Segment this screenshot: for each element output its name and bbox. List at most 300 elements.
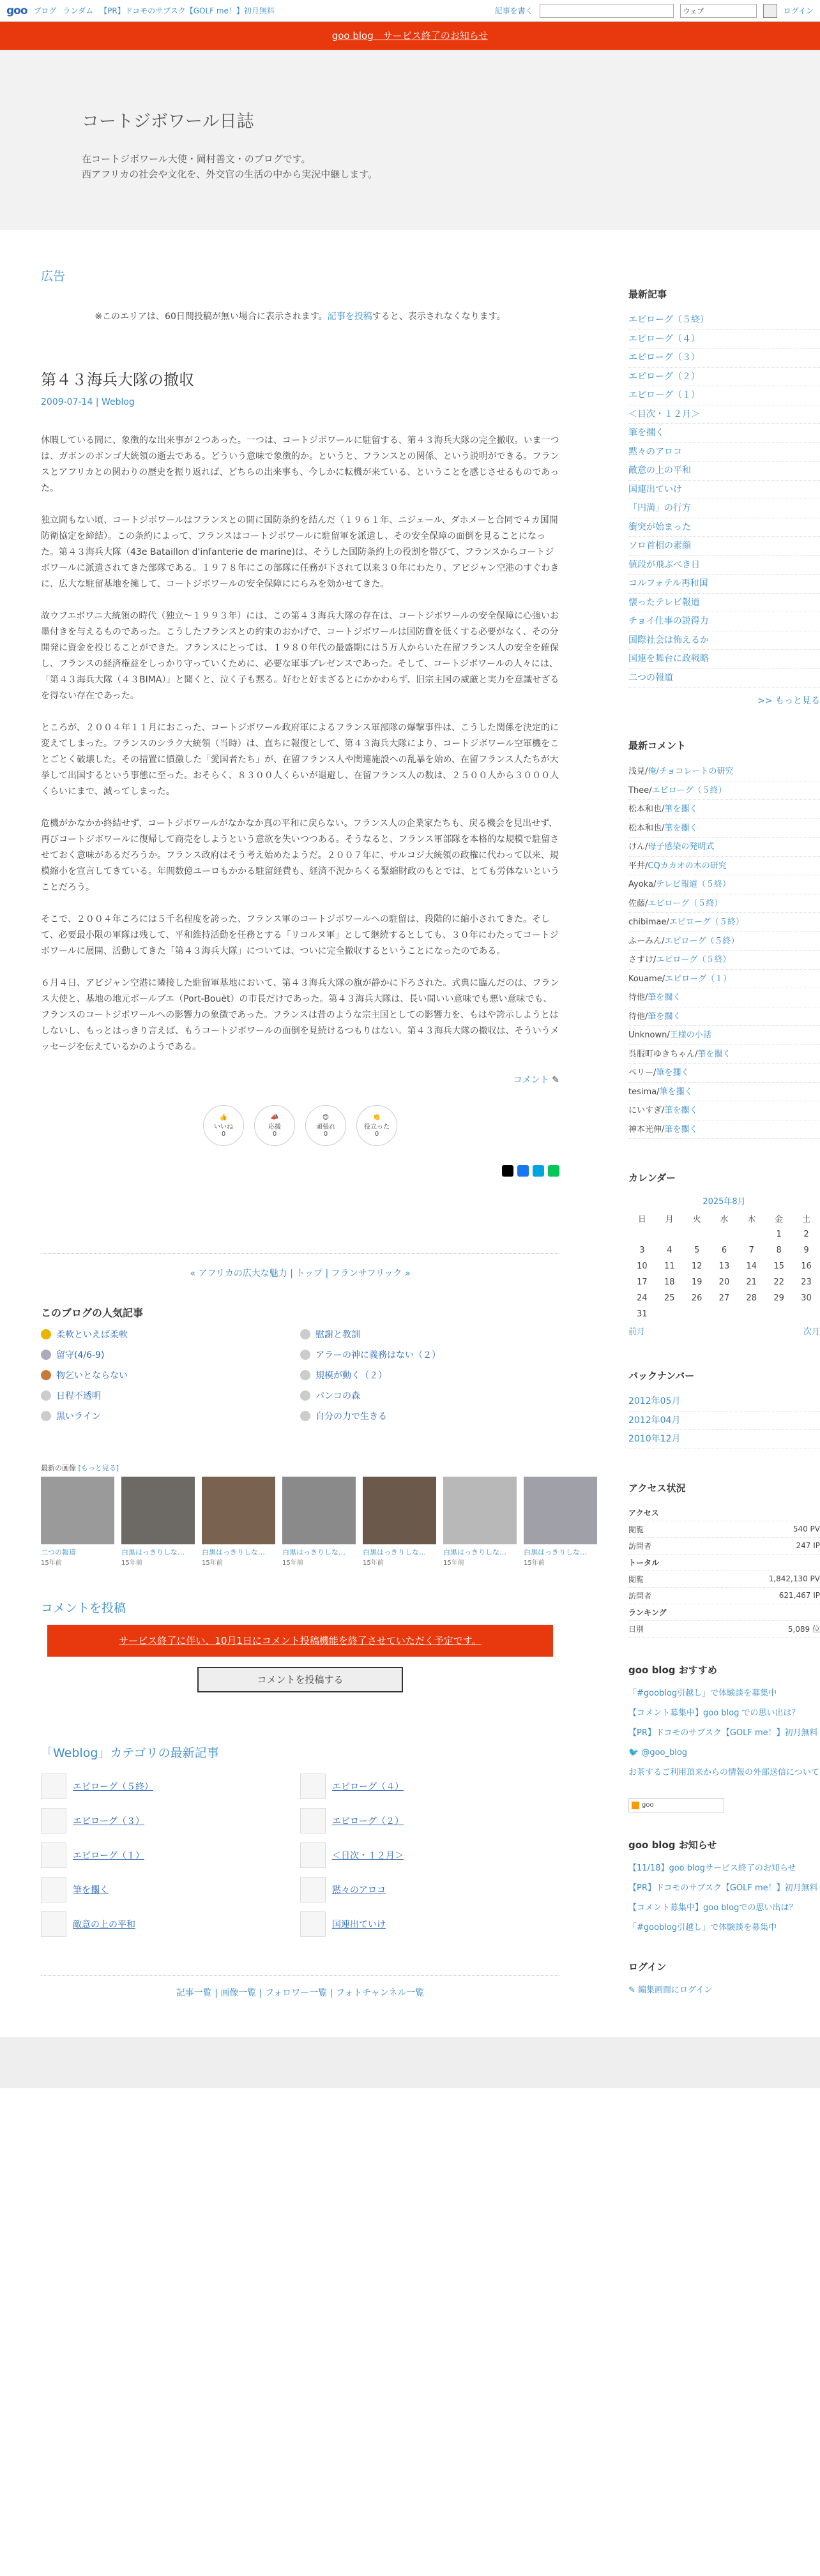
image-thumb[interactable] [443,1477,517,1567]
comment-sep: / [662,974,665,984]
recent-article-item[interactable]: 国際社会は怖えるか [628,631,820,651]
calendar-day[interactable]: 17 [637,1277,648,1287]
comment-user[interactable]: Ayoka [628,880,653,889]
category-item-link[interactable]: 敵意の上の平和 [73,1920,135,1930]
goo-logo[interactable]: goo [6,4,27,17]
entry-paragraph: 故ウフエボワニ大統領の時代（独立〜１９９３年）には、この第４３海兵大隊の存在は、コートジボワールの安全保障に心強いお墨付きを与えるものであった。こうしたフランスとの約束のおかげで、コートジボワールは国防費を低くする必要がなく、その分開発に資金を投じることができた。フランスにとっては、１９８０年代の最盛期には５万人からいた在留フランス人の安全を確保し、フランスの経済権益をしっかり守っていくために、必要な軍事プレゼンスであった。そして、コートジボワールの人々には、「第４３海兵大隊（４３BIMA）」と聞くと、泣く子も黙る。好むと好まざるとにかかわらず、旧宗主国の威厳と実力を意識せざるを得ない存在であった。 [41,611,559,701]
search-scope-select[interactable]: ウェブ [680,4,757,18]
rss-logo-text: goo [642,1802,654,1809]
entry-category[interactable]: Weblog [102,397,135,407]
calendar-day[interactable]: 10 [637,1262,648,1271]
feedback-link[interactable]: お茶するご利用頂来からの情報の外部送信について [628,1767,819,1777]
news-title: goo blog お知らせ [628,1839,717,1851]
ad-title: 広告 [41,269,66,283]
popular-item[interactable] [300,1408,559,1424]
edit-login-link[interactable] [628,1984,820,1997]
category-item[interactable] [41,1808,300,1834]
comment-user[interactable]: 神本光伸 [628,1124,662,1134]
comment-post-title: コメントを投稿 [41,1601,126,1615]
recent-article-item[interactable]: 懐ったテレビ報道 [628,594,820,613]
comment-article[interactable]: 母子感染の発明式 [648,842,715,852]
rank-icon [300,1411,310,1421]
popular-item[interactable] [41,1387,300,1404]
popular-item-label[interactable]: アラーの神に義務はない（２） [315,1350,441,1360]
recent-articles-title: 最新記事 [628,289,667,300]
recent-article-item[interactable]: エピローグ（３） [628,349,820,368]
blog-desc-line2: 西アフリカの社会や文化を、外交官の生活の中から実況中継します。 [82,169,378,180]
calendar-week [628,1258,820,1274]
popular-item-label[interactable]: 物乞いとならない [56,1371,128,1381]
recent-article-item[interactable]: ソロ首相の素顔 [628,537,820,556]
comment-user[interactable]: Kouame [628,974,662,984]
x-share-icon[interactable] [502,1165,513,1177]
pencil-icon [41,1774,66,1799]
comment-user[interactable]: ふーみん [628,936,662,946]
access-key: 訪問者 [628,1541,652,1551]
next-entry-link[interactable]: フランサフリック » [331,1269,411,1279]
recent-article-item[interactable]: エピローグ（４） [628,330,820,349]
comment-link-text[interactable]: コメント [513,1075,549,1085]
recent-article-item[interactable]: 衝突が始まった [628,518,820,538]
calendar-day[interactable]: 2 [803,1230,809,1239]
comment-article[interactable]: エピローグ（５終） [669,917,744,927]
popular-item-label[interactable]: 黒いライン [56,1412,101,1422]
category-item-link[interactable]: 黙々のアロコ [332,1885,386,1895]
popular-item-label[interactable]: 規模が動く（２） [315,1371,387,1381]
comment-item[interactable] [628,1120,820,1140]
image-thumb[interactable] [121,1477,195,1567]
comment-article[interactable]: エピローグ（５終） [648,898,723,908]
recent-article-item[interactable]: エピローグ（１） [628,386,820,405]
calendar-day[interactable]: 16 [801,1262,812,1271]
comment-item[interactable] [628,762,820,781]
comment-article[interactable]: エピローグ（１） [665,974,732,984]
calendar-day[interactable]: 19 [691,1277,702,1287]
calendar-day[interactable]: 24 [637,1293,648,1303]
edit-login-label[interactable]: 編集画面にログイン [638,1985,713,1995]
comment-sep: / [653,955,657,965]
calendar-day[interactable]: 26 [691,1293,702,1303]
footer [0,2037,820,2088]
thumb-caption[interactable]: 白黒はっきりしな… [363,1548,426,1556]
calendar-day[interactable]: 27 [718,1293,730,1303]
hatena-share-icon[interactable] [533,1165,544,1177]
recent-article-item[interactable]: 国連を舞台に政戦略 [628,650,820,669]
comment-article[interactable]: エピローグ（５終） [651,785,727,795]
entry-pager: « アフリカの広大な魅力 | トップ | フランサフリック » [190,1269,411,1279]
recent-article-item[interactable]: コルフォテル再和国 [628,575,820,594]
twitter-link[interactable] [628,1746,820,1759]
comment-item[interactable] [628,951,820,970]
calendar-day[interactable]: 28 [746,1293,757,1303]
category-item[interactable] [41,1774,300,1799]
ad-note-text: ※このエリアは、60日間投稿が無い場合に表示されます。 [95,312,328,322]
comment-article[interactable]: エピローグ（５終） [664,936,740,946]
comment-article[interactable]: 筆を擱く [664,1106,698,1115]
comment-article[interactable]: 筆を擱く [664,823,698,833]
pencil-icon [300,1774,326,1799]
category-item[interactable] [300,1774,559,1799]
category-item-link[interactable]: 国連出ていけ [332,1920,386,1930]
post-comment-button[interactable]: コメントを投稿する [197,1667,403,1692]
comment-article[interactable]: 筆を擱く [648,993,681,1002]
category-item[interactable] [300,1842,559,1868]
thumb-caption[interactable]: 白黒はっきりしな… [282,1548,345,1556]
recent-article-item[interactable]: 敵意の上の平和 [628,462,820,481]
entry-paragraph: ところが、２００４年１１月におこった、コートジボワール政府軍によるフランス軍部隊の爆撃事件は、こうした関係を決定的に変えてしまった。フランスのシラク大統領（当時）は、直ちに報復として、第４３海兵大隊により、コートジボワール空軍機をことごとく破壊した。その措置に憤激した「愛国者たち」が、在留フランス人や関連施設への乱暴を始め、在留フランス人たちが大挙して出国するという事態に至った。おそらく、８３００人くらいが退避し、在留フランス人の数は、２５００人から３０００人くらいにまで、減ってしまった。 [41,723,559,797]
comment-user[interactable]: さすけ [628,955,654,965]
write-article-link[interactable]: 記事を書く [494,6,533,15]
comment-sep: / [662,804,665,814]
news-item[interactable]: 【PR】ドコモのサブスク【GOLF me！】初月無料 [628,1883,818,1893]
comment-user[interactable]: Thee [628,785,649,795]
sidebar [559,230,820,2024]
calendar-next-link[interactable]: 次月 [803,1327,820,1337]
thumbnail-image[interactable] [202,1477,275,1544]
recent-article-item[interactable]: 値段が飛ぶべき日 [628,556,820,575]
recent-more-link[interactable]: >> もっと見る [757,696,820,706]
access-key: 閲覧 [628,1574,644,1584]
popular-item[interactable] [41,1326,300,1343]
calendar-weekday: 火 [692,1215,701,1224]
category-item[interactable] [41,1911,300,1937]
popular-item[interactable] [300,1367,559,1383]
calendar-weekday: 木 [747,1215,756,1224]
comment-user[interactable]: tesima [628,1087,657,1097]
recent-article-item[interactable]: エピローグ（２） [628,368,820,387]
latest-images-title: 最新の画像 [41,1464,76,1472]
popular-item[interactable] [41,1367,300,1383]
backnumber-item[interactable]: 2012年05月 [628,1392,820,1412]
comment-item[interactable] [628,857,820,876]
images-more-link[interactable]: [もっと見る] [78,1464,119,1472]
backnumber-item[interactable]: 2010年12月 [628,1430,820,1449]
comment-sep: / [645,1011,648,1021]
ad-note-text-end: すると、表示されなくなります。 [372,312,506,322]
category-item[interactable] [300,1877,559,1902]
comment-item[interactable] [628,932,820,951]
image-thumb[interactable] [202,1477,275,1567]
pencil-icon [300,1877,326,1902]
recent-article-item[interactable]: チョイ仕事の説得力 [628,612,820,631]
category-item[interactable] [300,1911,559,1937]
comment-user[interactable]: 待他 [628,1011,646,1021]
comment-sep: / [662,936,665,946]
calendar-day[interactable]: 1 [776,1230,782,1239]
calendar-title: カレンダー [628,1172,676,1184]
comment-article[interactable]: 筆を擱く [656,1068,690,1078]
top-link[interactable]: トップ [296,1269,323,1279]
calendar-day[interactable]: 22 [773,1277,784,1287]
calendar-day[interactable]: 13 [718,1262,730,1271]
calendar-day[interactable]: 30 [801,1293,812,1303]
thumb-caption[interactable]: 白黒はっきりしな… [524,1548,587,1556]
calendar-day[interactable]: 29 [773,1293,784,1303]
popular-item-label[interactable]: 自分の力で生きる [315,1412,387,1422]
login-title: ログイン [628,1961,667,1973]
osusume-item[interactable]: 【PR】ドコモのサブスク【GOLF me！】初月無料 [628,1728,818,1738]
calendar-day[interactable]: 9 [803,1246,809,1255]
comment-item[interactable] [628,1045,820,1064]
thumb-age: 15年前 [282,1560,303,1567]
comment-sep: / [695,1049,698,1059]
thumb-age: 15年前 [363,1560,384,1567]
twitter-icon: 🐦 [628,1747,642,1758]
popular-item-label[interactable]: パンコの森 [315,1391,360,1401]
calendar-day [765,1306,793,1322]
comment-item[interactable] [628,875,820,894]
news-list [628,1862,820,1934]
thumbnail-image[interactable] [443,1477,517,1544]
comment-article[interactable]: CQカカオの木の研究 [648,861,727,871]
calendar-day[interactable]: 25 [664,1293,675,1303]
comment-user[interactable]: chibimae [628,917,667,927]
image-thumb[interactable] [41,1477,114,1567]
comment-end-notice[interactable]: サービス終了に伴い、10月1日にコメント投稿機能を終了させていただく予定です。 [47,1625,553,1657]
calendar-nav [628,1325,820,1337]
popular-item-label[interactable]: 日程不透明 [56,1391,101,1401]
comment-article[interactable]: 筆を擱く [648,1011,681,1021]
access-heading: トータル [628,1555,820,1571]
rank-icon [300,1370,310,1380]
service-end-notice[interactable]: goo blog サービス終了のお知らせ [0,22,820,50]
access-row [628,1521,820,1538]
comment-user[interactable]: Unknown [628,1030,667,1040]
comment-user[interactable]: 呉服町ゆきちゃん [628,1049,695,1059]
access-row [628,1588,820,1604]
comment-user[interactable]: ペリー [628,1068,654,1078]
calendar-day [711,1306,738,1322]
category-item-link[interactable]: エピローグ（２） [332,1816,404,1827]
blog-desc-line1: 在コートジボワール大使・岡村善文・のブログです。 [82,153,311,165]
reaction-useful-button[interactable] [356,1105,397,1146]
recent-articles [628,311,820,688]
search-input[interactable] [540,4,674,18]
comment-item[interactable] [628,800,820,819]
reaction-cheer-button[interactable] [254,1105,295,1146]
backnumber-item[interactable]: 2012年04月 [628,1412,820,1431]
thumb-caption[interactable]: 白黒はっきりしな… [443,1548,506,1556]
rank-icon [300,1329,310,1339]
comment-sep: / [657,1087,660,1097]
calendar-day[interactable]: 23 [801,1277,812,1287]
image-thumb[interactable] [363,1477,436,1567]
comment-user[interactable]: 松本和也 [628,804,662,814]
osusume-item[interactable]: 「#gooblog引越し」で体験談を募集中 [628,1688,777,1698]
comment-article[interactable]: 筆を擱く [697,1049,731,1059]
reaction-ganbare-button[interactable] [305,1105,346,1146]
comment-article[interactable]: 筆を擱く [664,1124,698,1134]
access-key: 日別 [628,1624,644,1634]
recent-article-item[interactable]: 二つの報道 [628,669,820,688]
thumbnail-image[interactable] [121,1477,195,1544]
latest-images-header [41,1463,559,1473]
comment-sep: / [645,993,648,1002]
recent-article-item[interactable]: 「円満」の行方 [628,499,820,518]
news-item[interactable]: 【11/18】goo blogサービス終了のお知らせ [628,1863,796,1873]
line-share-icon[interactable] [548,1165,559,1177]
backnumber-title: バックナンバー [628,1370,695,1382]
twitter-handle[interactable]: @goo_blog [641,1747,688,1758]
comment-user[interactable]: 平井 [628,861,646,871]
category-item-link[interactable]: エピローグ（３） [73,1816,144,1827]
category-item[interactable] [41,1842,300,1868]
calendar-day[interactable]: 7 [748,1246,754,1255]
category-item-link[interactable]: 筆を擱く [73,1885,109,1895]
bottom-links[interactable]: 記事一覧 | 画像一覧 | フォロワー一覧 | フォトチャンネル一覧 [41,1975,559,2024]
comment-article[interactable]: 筆を擱く [659,1087,693,1097]
comment-item[interactable] [628,1083,820,1102]
comment-item[interactable] [628,988,820,1007]
calendar-prev-link[interactable]: 前月 [628,1327,646,1337]
category-item-link[interactable]: エピローグ（４） [332,1782,404,1792]
backnumber-list [628,1392,820,1449]
comment-article[interactable]: 筆を擱く [664,804,698,814]
comment-item[interactable] [628,838,820,857]
calendar-day [683,1226,711,1242]
access-value: 5,089 位 [787,1624,820,1634]
popular-item[interactable] [300,1346,559,1363]
popular-item[interactable] [41,1346,300,1363]
divider [41,1253,559,1254]
thumbnail-image[interactable] [363,1477,436,1544]
comment-sep: / [667,1030,670,1040]
osusume-item[interactable]: 【コメント募集中】goo blog での思い出は？ [628,1708,800,1718]
popular-item[interactable] [300,1326,559,1343]
recent-article-item[interactable]: 国連出ていけ [628,481,820,500]
comment-item[interactable] [628,819,820,838]
comment-sep: / [662,1124,665,1134]
calendar-day [711,1226,738,1242]
calendar-day[interactable]: 5 [694,1246,700,1255]
comment-item[interactable] [628,970,820,989]
news-item[interactable]: 「#gooblog引越し」で体験談を募集中 [628,1922,777,1932]
calendar-day[interactable]: 8 [776,1246,782,1255]
comment-article[interactable]: エピローグ（５終） [656,955,731,965]
calendar-weekday: 土 [802,1215,811,1224]
comment-item[interactable] [628,1026,820,1045]
login-section [628,1984,820,1997]
login-link[interactable]: ログイン [783,6,814,15]
facebook-share-icon[interactable] [517,1165,529,1177]
popular-item-label[interactable]: 慰謝と教訓 [315,1330,360,1340]
category-item-link[interactable]: エピローグ（５終） [73,1782,153,1792]
calendar-day[interactable]: 3 [639,1246,645,1255]
popular-list [41,1326,559,1424]
osusume-title: goo blog おすすめ [628,1664,717,1676]
reaction-count: 0 [374,1130,379,1138]
top-link-pr[interactable]: 【PR】ドコモのサブスク【GOLF me！】初月無料 [100,6,275,15]
access-key: 閲覧 [628,1525,644,1534]
comment-item[interactable] [628,1007,820,1027]
comment-article[interactable]: 俺/チョコレートの研究 [648,767,734,776]
popular-item[interactable] [41,1408,300,1424]
popular-item-label[interactable]: 留守(4/6-9) [56,1350,105,1360]
category-item[interactable] [41,1877,300,1902]
megaphone-icon: 📣 [270,1113,279,1121]
comment-sep: / [666,917,669,927]
calendar-day[interactable]: 15 [773,1262,784,1271]
comment-item[interactable] [628,894,820,914]
calendar-day[interactable]: 6 [721,1246,727,1255]
thumb-caption[interactable]: 二つの報道 [41,1548,76,1556]
post-article-link[interactable]: 記事を投稿 [327,312,372,322]
comment-article[interactable]: テレビ報道（５終） [656,880,731,889]
calendar-day [738,1226,765,1242]
comment-sep: / [649,785,652,795]
prev-entry-link[interactable]: « アフリカの広大な魅力 [190,1269,287,1279]
comment-item[interactable] [628,1064,820,1083]
thumbnail-image[interactable] [282,1477,356,1544]
comment-item[interactable] [628,781,820,801]
calendar-day[interactable]: 14 [746,1262,757,1271]
calendar-day[interactable]: 11 [664,1262,675,1271]
comment-user[interactable]: 待他 [628,993,646,1002]
comment-sep: / [645,842,648,852]
comment-user[interactable]: 浅見 [628,767,646,776]
clap-icon: 👏 [372,1113,381,1121]
rss-badge[interactable] [628,1798,724,1812]
category-item[interactable] [300,1808,559,1834]
popular-item[interactable] [300,1387,559,1404]
top-link-blog[interactable]: ブログ [33,6,57,15]
calendar-day[interactable]: 12 [691,1262,702,1271]
calendar-day[interactable]: 18 [664,1277,675,1287]
comment-item[interactable] [628,913,820,932]
comment-user[interactable]: けん [628,842,646,852]
recent-article-item[interactable]: 筆を擱く [628,424,820,443]
thumb-caption[interactable]: 白黒はっきりしな… [121,1548,185,1556]
calendar-week [628,1226,820,1242]
recent-article-item[interactable]: エピローグ（５終） [628,311,820,330]
comment-link[interactable]: コメント ✎ [513,1075,559,1085]
image-thumb[interactable] [282,1477,356,1567]
access-heading: ランキング [628,1604,820,1621]
top-link-random[interactable]: ランダム [63,6,94,15]
category-item-link[interactable]: ＜日次・１２月＞ [332,1851,404,1861]
thumbnail-image[interactable] [41,1477,114,1544]
comment-user[interactable]: 佐藤 [628,898,646,908]
calendar-day[interactable]: 31 [637,1309,648,1319]
access-row [628,1621,820,1638]
category-item-link[interactable]: エピローグ（１） [73,1851,144,1861]
pencil-icon [41,1842,66,1868]
pencil-icon [300,1808,326,1834]
thumb-caption[interactable]: 白黒はっきりしな… [202,1548,265,1556]
comment-item[interactable] [628,1101,820,1120]
search-icon[interactable] [763,4,777,18]
calendar-day[interactable]: 4 [667,1246,672,1255]
comment-user[interactable]: 松本和也 [628,823,662,833]
popular-title: このブログの人気記事 [41,1307,144,1319]
reaction-buttons [41,1105,559,1146]
popular-item-label[interactable]: 柔軟といえば柔軟 [56,1330,128,1340]
access-value: 540 PV [793,1525,820,1533]
entry-date[interactable]: 2009-07-14 [41,397,93,407]
recent-article-item[interactable]: 黙々のアロコ [628,443,820,462]
thumb-age: 15年前 [121,1560,142,1567]
calendar-day[interactable]: 20 [718,1277,730,1287]
calendar-day[interactable]: 21 [746,1277,757,1287]
blog-title[interactable]: コートジボワール日誌 [82,112,254,132]
comment-user[interactable]: にいすぎ [628,1106,662,1115]
reaction-like-button[interactable] [203,1105,244,1146]
pencil-icon [300,1842,326,1868]
news-item[interactable]: 【コメント募集中】goo blogでの思い出は？ [628,1902,798,1913]
comment-article[interactable]: 王様の小話 [669,1030,711,1040]
ad-note [41,310,559,322]
recent-article-item[interactable]: ＜目次・１２月＞ [628,405,820,425]
